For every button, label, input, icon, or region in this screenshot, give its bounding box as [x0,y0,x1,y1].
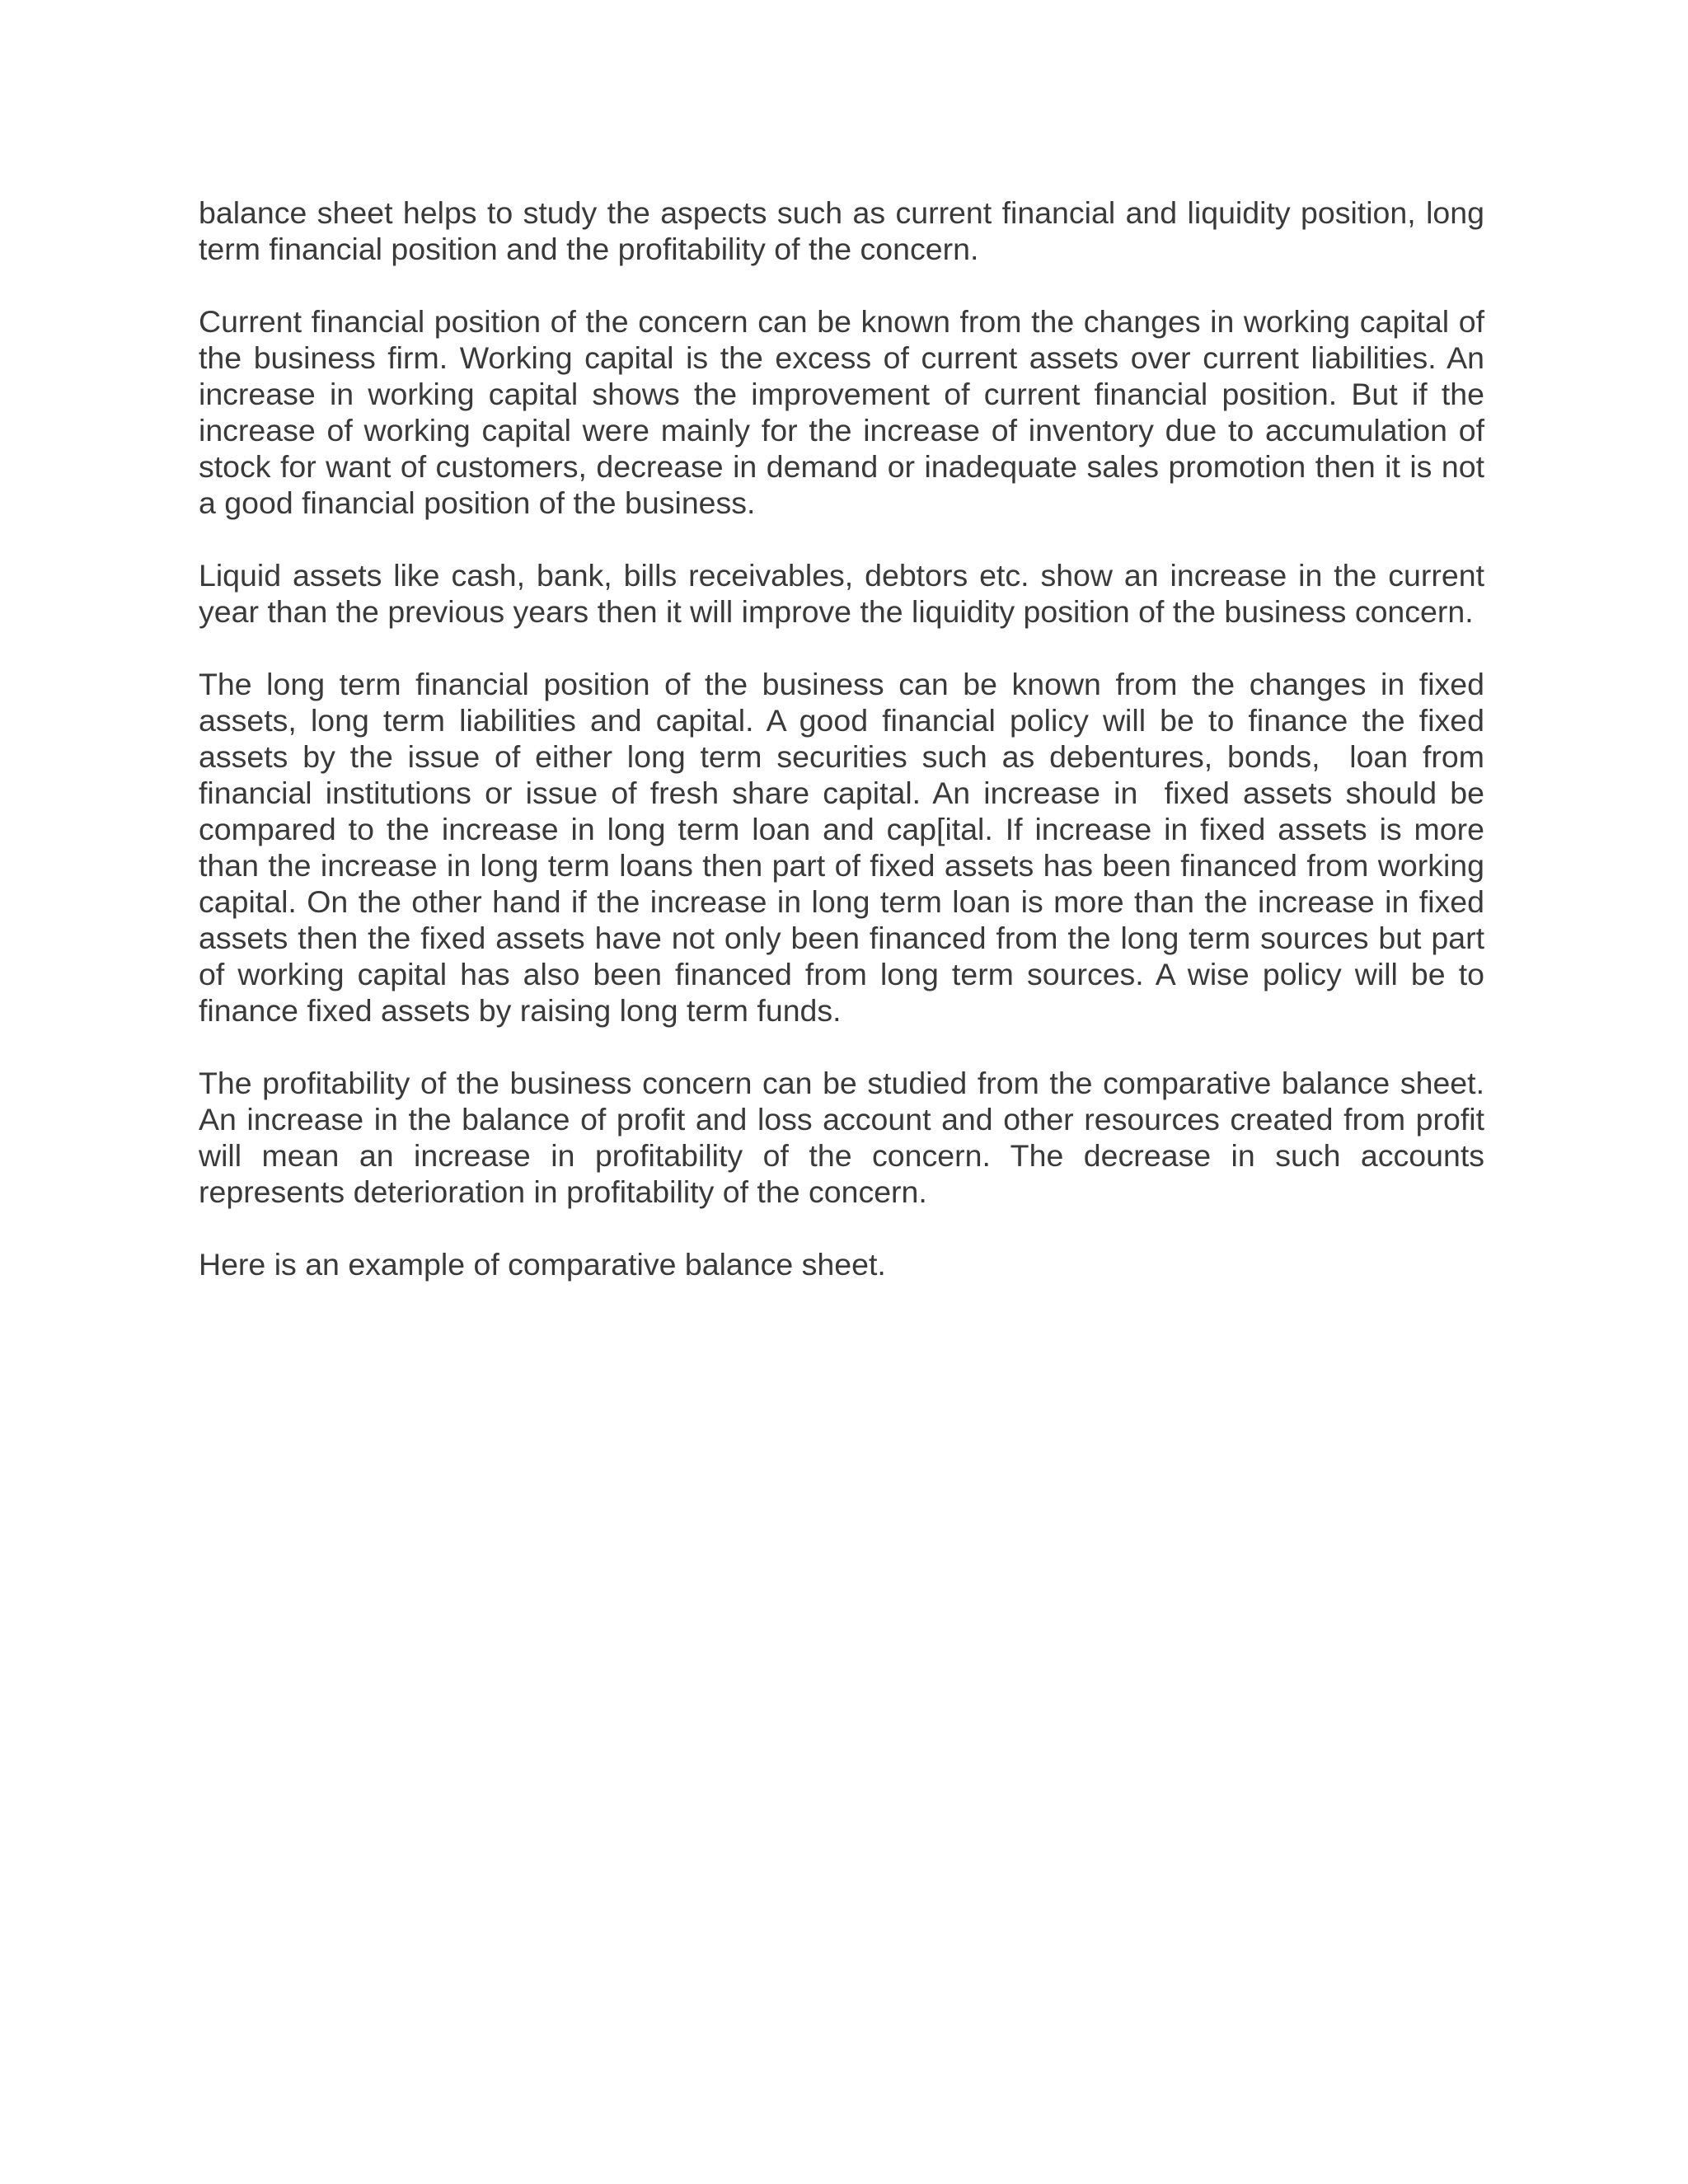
paragraph-balance-sheet-aspects: balance sheet helps to study the aspects such as current financial and liquidity position, long term financial position and the profitability of the concern. [199,195,1493,266]
paragraph-current-financial-position: Current financial position of the concern can be known from the changes in working capital of the business firm. Working capital is the excess of current assets over current liabilities. An increase in working capital shows the improvement of current financial position. But if the increase of working capital were mainly for the increase of inventory due to accumulation of stock for want of customers, decrease in demand or inadequate sales promotion then it is not a good financial position of the business. [199,304,1502,520]
paragraph-liquid-assets: Liquid assets like cash, bank, bills receivables, debtors etc. show an increase in the current year than the previous years then it will improve the liquidity position of the business concern. [199,558,1493,629]
document-body [199,194,1502,1282]
paragraph-profitability: The profitability of the business concern can be studied from the comparative balance sheet. An increase in the balance of profit and loss account and other resources created from profit will mean an increase in profitability of the concern. The decrease in such accounts represents deterioration in profitability of the concern. [199,1066,1493,1209]
paragraph-example-intro: Here is an example of comparative balance sheet. [199,1247,886,1282]
paragraph-long-term-financial-position: The long term financial position of the business can be known from the changes in fixed assets, long term liabilities and capital. A good financial policy will be to finance the fixed assets by the issue of either long term securities such as debentures, bonds, loan from financial institutions or issue of fresh share capital. An increase in fixed assets should be compared to the increase in long term loan and cap[ital. If increase in fixed assets is more than the increase in long term loans then part of fixed assets has been financed from working capital. On the other hand if the increase in long term loan is more than the increase in fixed assets then the fixed assets have not only been financed from the long term sources but part of working capital has also been financed from long term sources. A wise policy will be to finance fixed assets by raising long term funds. [199,667,1493,1028]
